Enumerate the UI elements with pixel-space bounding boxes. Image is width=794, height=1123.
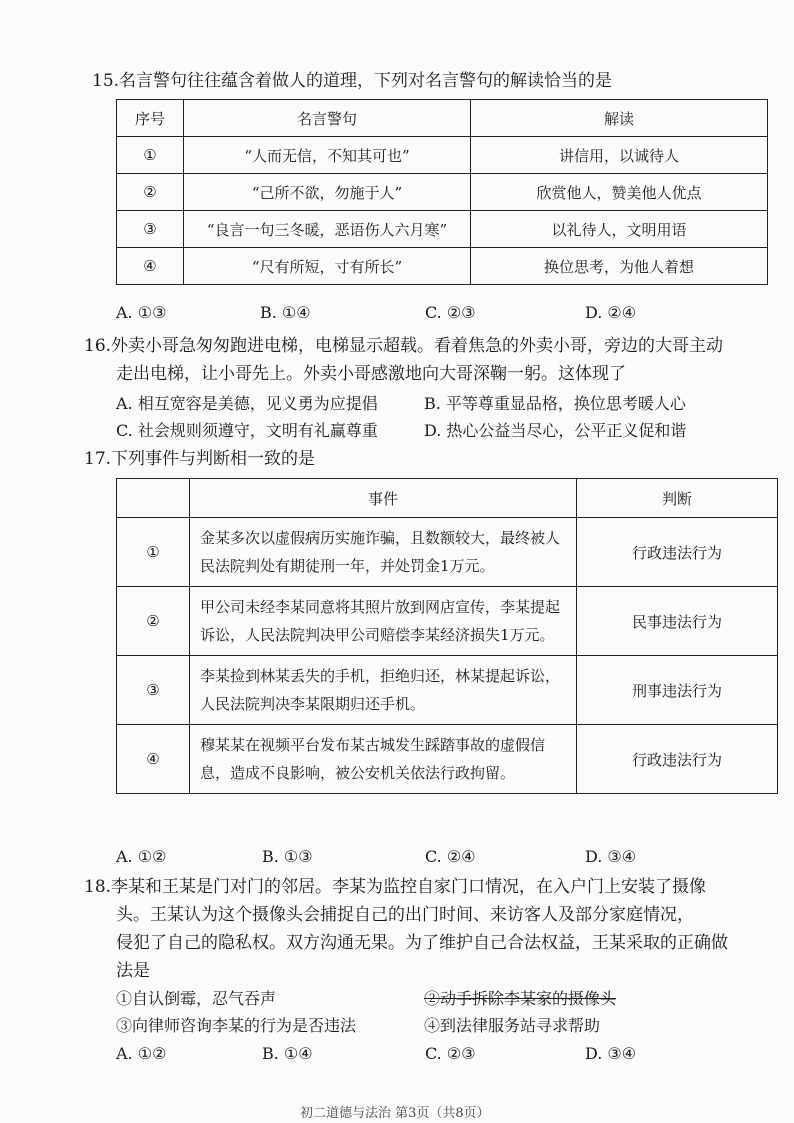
q15-row4-quote: “尺有所短，寸有所长” (184, 248, 471, 285)
q17-row4-judgment: 行政违法行为 (577, 725, 778, 794)
q15-row1-interp: 讲信用，以诚待人 (471, 137, 768, 174)
q16-line-2: 走出电梯，让小哥先上。外卖小哥感激地向大哥深鞠一躬。这体现了 (116, 364, 626, 384)
q17-row2-event: 甲公司未经李某同意将其照片放到网店宣传，李某提起诉讼，人民法院判决甲公司赔偿李某经济损失1万元。 (190, 587, 577, 656)
q18-line-3: 侵犯了自己的隐私权。双方沟通无果。为了维护自己合法权益，王某采取的正确做 (116, 933, 728, 953)
q17-option-c: C. ②④ (425, 847, 476, 866)
q17-header-judgment: 判断 (577, 479, 778, 518)
table-row (117, 725, 778, 794)
table-row (117, 211, 768, 248)
q15-table (116, 99, 768, 285)
q15-header-interp: 解读 (471, 100, 768, 137)
q15-row3-interp: 以礼待人，文明用语 (471, 211, 768, 248)
q17-row1-judgment: 行政违法行为 (577, 518, 778, 587)
q15-title: 15.名言警句往往蕴含着做人的道理，下列对名言警句的解读恰当的是 (92, 71, 613, 91)
q15-option-a: A. ①③ (116, 303, 167, 322)
q16-option-b: B. 平等尊重显品格，换位思考暖人心 (424, 394, 686, 413)
q17-header-index (117, 479, 190, 518)
q17-row1-event: 金某多次以虚假病历实施诈骗，且数额较大，最终被人民法院判处有期徒刑一年，并处罚金1万元。 (190, 518, 577, 587)
q17-table (116, 478, 778, 794)
q15-row1-quote: “人而无信，不知其可也” (184, 137, 471, 174)
q15-row3-index: ③ (117, 211, 184, 248)
q17-row3-index: ③ (117, 656, 190, 725)
q15-row1-index: ① (117, 137, 184, 174)
q18-choice-2: ②动手拆除李某家的摄像头 (424, 989, 617, 1008)
q18-choice-1: ①自认倒霉，忍气吞声 (116, 989, 277, 1008)
q15-row4-interp: 换位思考，为他人着想 (471, 248, 768, 285)
q17-row4-event: 穆某某在视频平台发布某古城发生踩踏事故的虚假信息，造成不良影响，被公安机关依法行政拘留。 (190, 725, 577, 794)
q15-header-row (117, 100, 768, 137)
table-row (117, 518, 778, 587)
table-row (117, 137, 768, 174)
q17-header-event: 事件 (190, 479, 577, 518)
q18-line-4: 法是 (116, 961, 150, 981)
q15-row2-index: ② (117, 174, 184, 211)
q15-row2-quote: “己所不欲，勿施于人” (184, 174, 471, 211)
table-row (117, 656, 778, 725)
q17-title: 17.下列事件与判断相一致的是 (84, 449, 316, 469)
q16-option-a: A. 相互宽容是美德，见义勇为应提倡 (116, 394, 378, 413)
q15-option-b: B. ①④ (260, 303, 311, 322)
q15-header-index: 序号 (117, 100, 184, 137)
q18-option-b: B. ①④ (262, 1044, 313, 1063)
q18-choice-3: ③向律师咨询李某的行为是否违法 (116, 1016, 357, 1035)
q17-row1-index: ① (117, 518, 190, 587)
q17-row3-judgment: 刑事违法行为 (577, 656, 778, 725)
q17-row2-index: ② (117, 587, 190, 656)
q17-row4-index: ④ (117, 725, 190, 794)
q18-choice-4: ④到法律服务站寻求帮助 (424, 1016, 601, 1035)
q16-option-d: D. 热心公益当尽心，公平正义促和谐 (424, 421, 687, 440)
page-footer: 初二道德与法治 第3页（共8页） (300, 1106, 490, 1121)
q17-option-b: B. ①③ (262, 847, 313, 866)
q17-row2-judgment: 民事违法行为 (577, 587, 778, 656)
q17-row3-event: 李某捡到林某丢失的手机，拒绝归还，林某提起诉讼，人民法院判决李某限期归还手机。 (190, 656, 577, 725)
q17-option-a: A. ①② (116, 847, 167, 866)
q15-header-quote: 名言警句 (184, 100, 471, 137)
q16-line-1: 16.外卖小哥急匆匆跑进电梯，电梯显示超载。看着焦急的外卖小哥，旁边的大哥主动 (84, 336, 724, 356)
q15-option-d: D. ②④ (585, 303, 637, 322)
q18-option-a: A. ①② (116, 1044, 167, 1063)
table-row (117, 248, 768, 285)
q15-option-c: C. ②③ (425, 303, 476, 322)
table-row (117, 587, 778, 656)
q18-option-d: D. ③④ (585, 1044, 637, 1063)
q17-option-d: D. ③④ (585, 847, 637, 866)
q16-option-c: C. 社会规则须遵守，文明有礼赢尊重 (116, 421, 378, 440)
q15-row3-quote: “良言一句三冬暖，恶语伤人六月寒” (184, 211, 471, 248)
q15-row4-index: ④ (117, 248, 184, 285)
q18-line-2: 头。王某认为这个摄像头会捕捉自己的出门时间、来访客人及部分家庭情况， (116, 905, 694, 925)
q17-header-row (117, 479, 778, 518)
table-row (117, 174, 768, 211)
q15-row2-interp: 欣赏他人，赞美他人优点 (471, 174, 768, 211)
q18-line-1: 18.李某和王某是门对门的邻居。李某为监控自家门口情况，在入户门上安装了摄像 (84, 877, 707, 897)
q18-option-c: C. ②③ (425, 1044, 476, 1063)
